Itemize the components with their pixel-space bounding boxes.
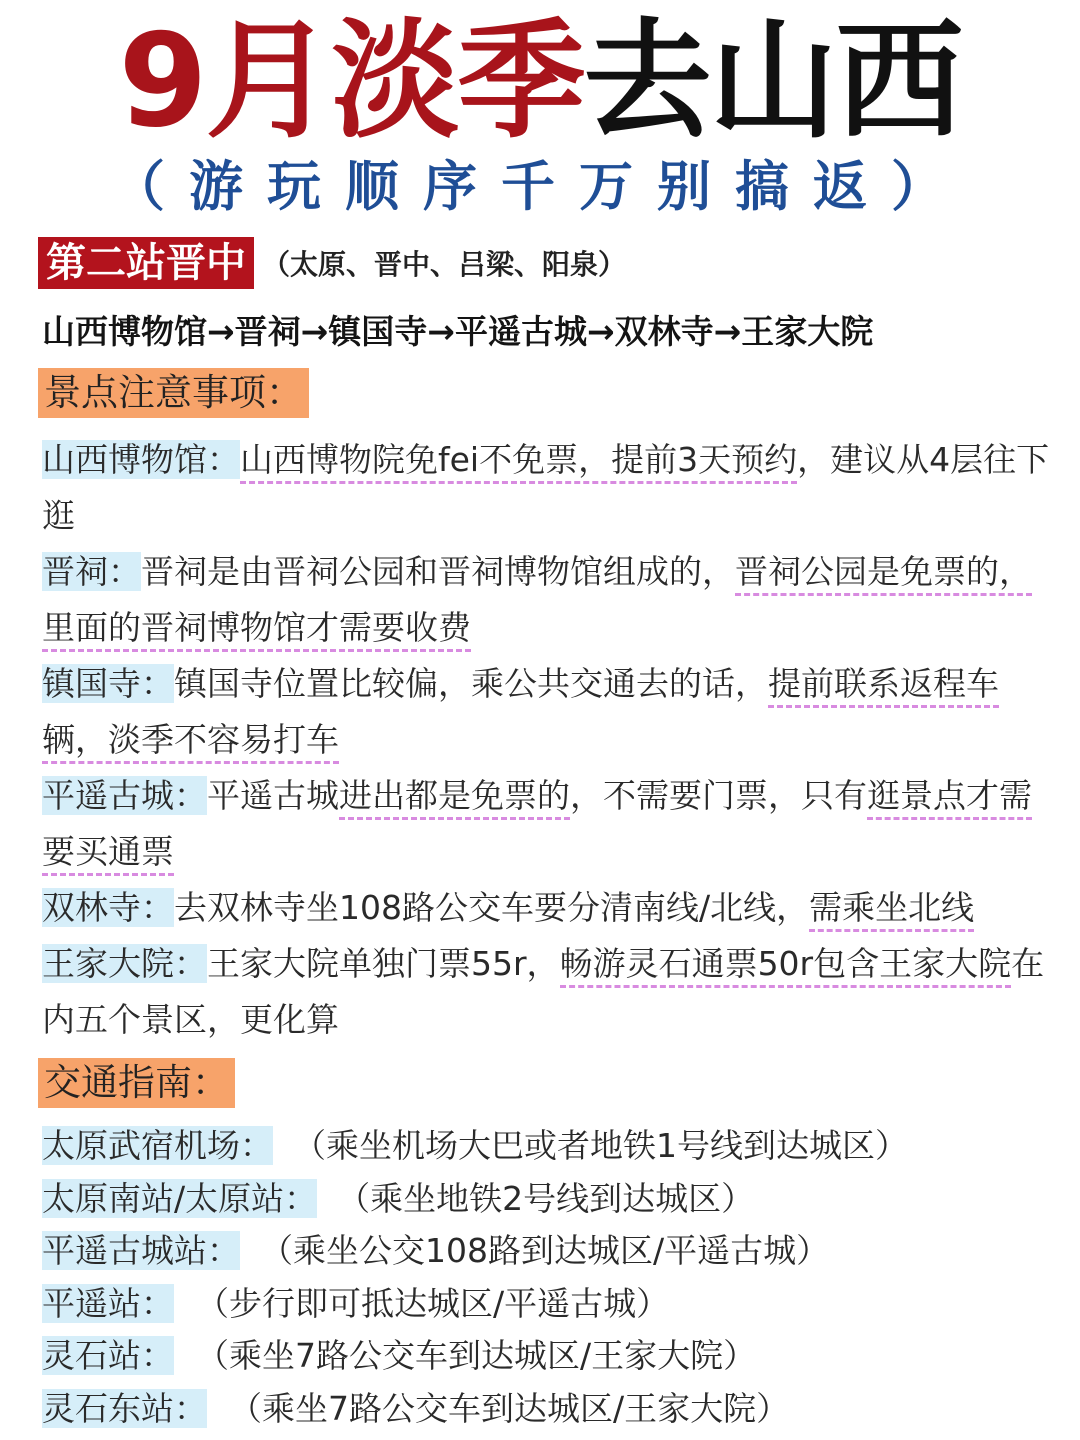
note-item: 双林寺：去双林寺坐108路公交车要分清南线/北线，需乘坐北线 (42, 880, 1056, 936)
note-label: 山西博物馆： (42, 440, 240, 479)
station-header (38, 236, 626, 290)
note-underline: 逛景点才需要买通票 (42, 776, 1032, 876)
transport-label: 灵石站： (42, 1336, 174, 1375)
transport-label: 太原武宿机场： (42, 1126, 273, 1165)
subtitle: （游玩顺序千万别搞返） (111, 155, 969, 218)
transport-label: 太原南站/太原站： (42, 1178, 318, 1218)
transport-item: 平遥站： （步行即可抵达城区/平遥古城） (42, 1283, 670, 1323)
page-title (0, 7, 1080, 156)
note-underline: 畅游灵石通票50r包含王家大院 (560, 944, 1012, 988)
transport-item: 灵石站： （乘坐7路公交车到达城区/王家大院） (42, 1336, 757, 1375)
note-label: 镇国寺： (42, 664, 174, 703)
note-item: 王家大院：王家大院单独门票55r，畅游灵石通票50r包含王家大院在内五个景区，更化算 (42, 944, 1045, 1039)
transport-section-title: 交通指南： (38, 1058, 235, 1108)
note-underline: 需乘坐北线 (809, 888, 974, 932)
transport-item: 灵石东站： （乘坐7路公交车到达城区/王家大院） (42, 1388, 790, 1428)
station-areas: （太原、晋中、吕梁、阳泉） (262, 248, 627, 281)
title-red-part: 9月淡季 (118, 7, 584, 156)
transport-item: 平遥古城站： （乘坐公交108路到达城区/平遥古城） (42, 1231, 830, 1270)
note-label: 王家大院： (42, 944, 207, 983)
note-underline: 晋祠公园是免票的，里面的晋祠博物馆才需要收费 (42, 552, 1032, 652)
station-label: 第二站晋中 (38, 237, 254, 289)
note-underline: 山西博物院免fei不免票，提前3天预约 (240, 440, 797, 484)
note-underline: 进出都是免票的 (339, 776, 570, 820)
note-item: 镇国寺：镇国寺位置比较偏，乘公共交通去的话，提前联系返程车辆，淡季不容易打车 (42, 656, 1056, 768)
transport-list (42, 1120, 1056, 1435)
note-item: 晋祠：晋祠是由晋祠公园和晋祠博物馆组成的，晋祠公园是免票的，里面的晋祠博物馆才需要收费 (42, 544, 1056, 656)
transport-label: 平遥古城站： (42, 1231, 240, 1270)
note-label: 双林寺： (42, 888, 174, 927)
note-label: 晋祠： (42, 552, 141, 591)
note-underline: 提前联系返程车辆，淡季不容易打车 (42, 664, 999, 764)
note-item: 平遥古城：平遥古城进出都是免票的，不需要门票，只有逛景点才需要买通票 (42, 768, 1056, 880)
route-line: 山西博物馆→晋祠→镇国寺→平遥古城→双林寺→王家大院 (42, 312, 874, 351)
notes-section-title: 景点注意事项： (38, 368, 309, 418)
title-black-part: 去山西 (583, 7, 962, 156)
notes-list (42, 432, 1056, 1048)
transport-item: 太原武宿机场： （乘坐机场大巴或者地铁1号线到达城区） (42, 1126, 908, 1165)
transport-label: 平遥站： (42, 1283, 174, 1323)
note-item: 山西博物馆：山西博物院免fei不免票，提前3天预约，建议从4层往下逛 (42, 440, 1050, 535)
transport-item: 太原南站/太原站： （乘坐地铁2号线到达城区） (42, 1178, 755, 1218)
transport-label: 灵石东站： (42, 1388, 207, 1428)
note-label: 平遥古城： (42, 776, 207, 815)
